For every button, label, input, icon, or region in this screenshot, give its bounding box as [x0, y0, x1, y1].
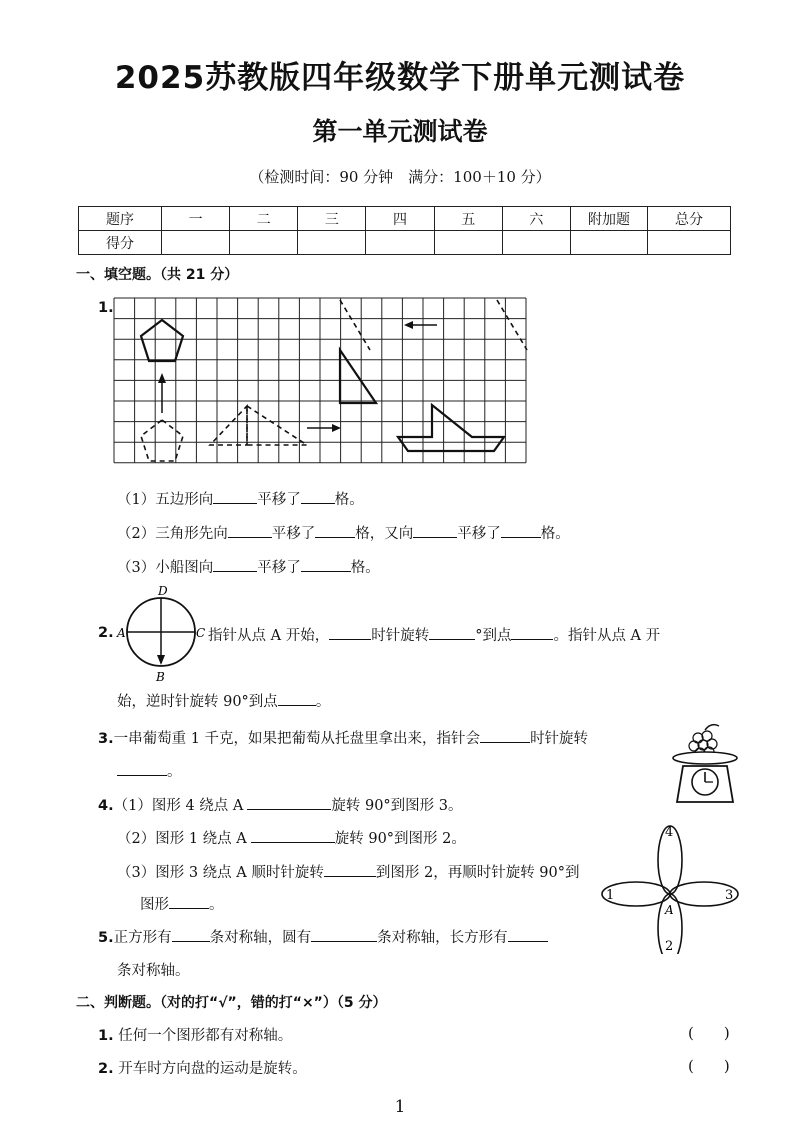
answer-blank[interactable] [278, 691, 316, 706]
score-table-col: 二 [230, 207, 298, 231]
judge-item-2: 2. 开车时方向盘的运动是旋转。 [98, 1061, 307, 1077]
q1-a: （1）五边形向 平移了 格。 [117, 488, 364, 509]
petal-label-4: 4 [665, 825, 674, 840]
score-table-col: 一 [162, 207, 230, 231]
answer-blank[interactable] [315, 523, 355, 538]
answer-blank[interactable] [172, 927, 210, 942]
q2-line2: 始，逆时针旋转 90°到点 。 [117, 690, 330, 711]
section1-heading: 一、填空题。（共 21 分） [76, 267, 239, 283]
flower-figure [598, 822, 748, 954]
q1-c: （3）小船图向 平移了 格。 [117, 556, 380, 577]
score-table-label: 得分 [79, 231, 162, 255]
answer-blank[interactable] [329, 625, 371, 640]
score-table-score-row [79, 231, 731, 255]
score-cell[interactable] [298, 231, 366, 255]
answer-blank[interactable] [413, 523, 457, 538]
petal-label-2: 2 [665, 939, 674, 954]
q1-number: 1. [98, 300, 114, 316]
q4-c2: 图形 。 [140, 893, 224, 914]
q5-line2: 条对称轴。 [117, 963, 190, 979]
answer-blank[interactable] [301, 489, 335, 504]
point-label-a: A [117, 626, 126, 640]
center-label-a: A [665, 903, 674, 917]
score-table-label: 题序 [79, 207, 162, 231]
judge-item-1: 1. 任何一个图形都有对称轴。 [98, 1028, 293, 1044]
score-cell[interactable] [648, 231, 731, 255]
score-cell[interactable] [230, 231, 298, 255]
page-title: 2025苏教版四年级数学下册单元测试卷 [114, 60, 686, 96]
q3-line2: 。 [117, 760, 182, 781]
section2-heading: 二、判断题。（对的打“√”，错的打“×”）（5 分） [76, 995, 387, 1011]
q4-b: （2）图形 1 绕点 A 旋转 90°到图形 2。 [117, 827, 466, 848]
q2-number: 2. [98, 625, 114, 641]
pentagon-dashed-shape [141, 420, 183, 461]
point-label-b: B [156, 670, 165, 684]
petal-label-3: 3 [725, 888, 734, 903]
page-subtitle: 第一单元测试卷 [312, 117, 488, 146]
q3-line1: 3.一串葡萄重 1 千克，如果把葡萄从托盘里拿出来，指针会 时针旋转 [98, 727, 588, 748]
q1-grid-figure [112, 295, 532, 475]
score-cell[interactable] [571, 231, 648, 255]
triangle-shape [340, 350, 376, 403]
answer-blank[interactable] [117, 761, 167, 776]
score-table-col: 四 [366, 207, 434, 231]
answer-blank[interactable] [324, 862, 376, 877]
scale-figure [665, 718, 745, 808]
judge-answer-2[interactable]: ( ) [688, 1057, 730, 1075]
point-label-c: C [196, 626, 206, 640]
score-table-header-row [79, 207, 731, 231]
q2-line1: 指针从点 A 开始， 时针旋转 °到点 。指针从点 A 开 [208, 624, 660, 645]
petal-label-1: 1 [606, 888, 615, 903]
exam-info: （检测时间：90 分钟 满分：100＋10 分） [249, 168, 551, 186]
score-cell[interactable] [434, 231, 502, 255]
q4-a: 4.（1）图形 4 绕点 A 旋转 90°到图形 3。 [98, 794, 463, 815]
answer-blank[interactable] [213, 489, 257, 504]
pentagon-shape [141, 320, 183, 361]
score-cell[interactable] [162, 231, 230, 255]
q1-b: （2）三角形先向 平移了 格，又向 平移了 格。 [117, 522, 570, 543]
answer-blank[interactable] [169, 894, 209, 909]
boat-shape [398, 405, 504, 451]
page-number: 1 [394, 1097, 406, 1117]
judge-answer-1[interactable]: ( ) [688, 1024, 730, 1042]
answer-blank[interactable] [508, 927, 548, 942]
score-table-col: 附加题 [571, 207, 648, 231]
answer-blank[interactable] [429, 625, 475, 640]
answer-blank[interactable] [511, 625, 553, 640]
score-table-col: 三 [298, 207, 366, 231]
answer-blank[interactable] [311, 927, 377, 942]
point-label-d: D [158, 585, 168, 598]
answer-blank[interactable] [213, 557, 257, 572]
answer-blank[interactable] [301, 557, 351, 572]
score-cell[interactable] [502, 231, 570, 255]
answer-blank[interactable] [228, 523, 272, 538]
q2-clock-figure [112, 585, 212, 685]
answer-blank[interactable] [501, 523, 541, 538]
answer-blank[interactable] [251, 828, 335, 843]
answer-blank[interactable] [480, 728, 530, 743]
triangle-dashed-shape [210, 406, 247, 445]
score-cell[interactable] [366, 231, 434, 255]
score-table-col: 六 [502, 207, 570, 231]
q5-line1: 5.正方形有 条对称轴，圆有 条对称轴，长方形有 [98, 926, 548, 947]
score-table [78, 206, 731, 255]
score-table-col: 五 [434, 207, 502, 231]
q4-c: （3）图形 3 绕点 A 顺时针旋转 到图形 2，再顺时针旋转 90°到 [117, 861, 580, 882]
score-table-col: 总分 [648, 207, 731, 231]
answer-blank[interactable] [247, 795, 331, 810]
